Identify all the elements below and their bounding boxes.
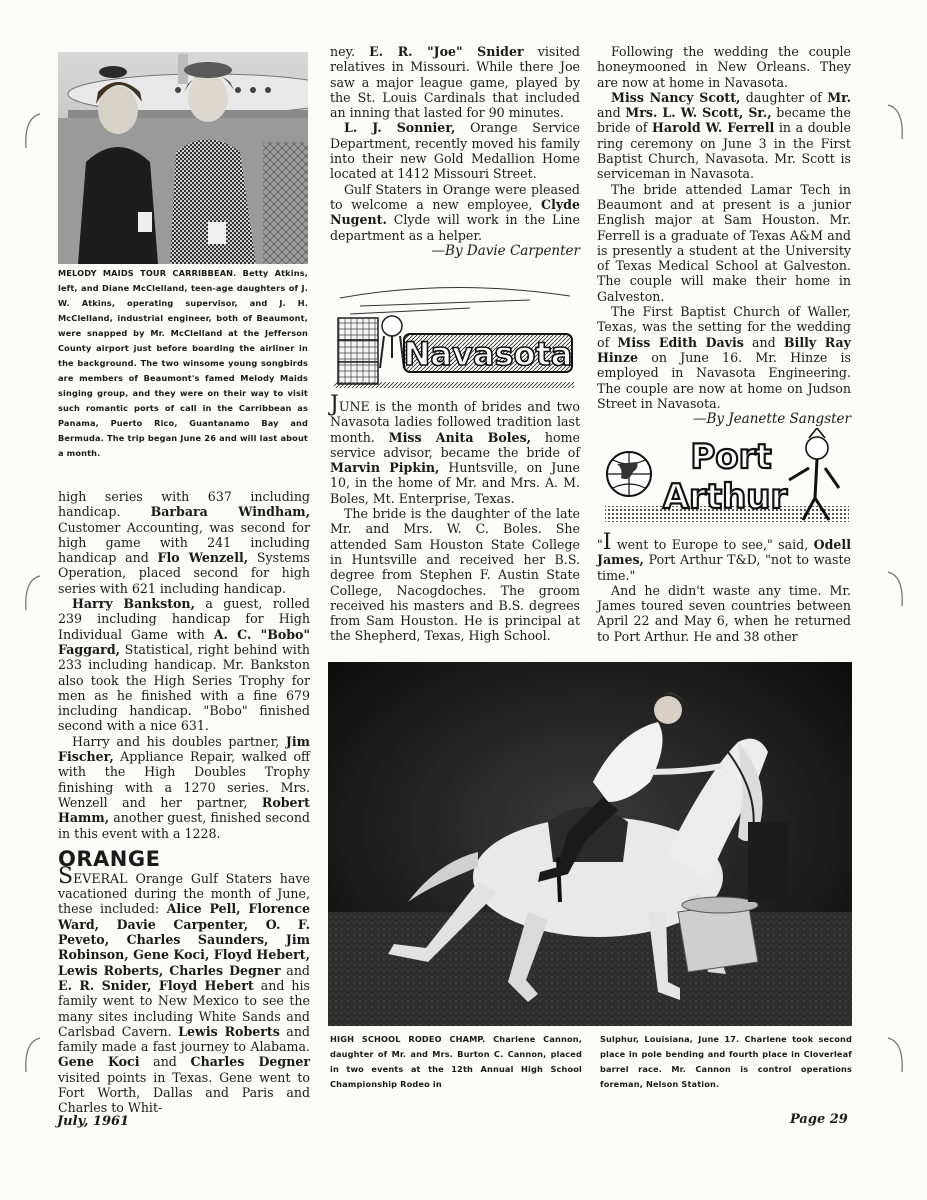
bowling-paragraph-3	[58, 734, 310, 841]
page-curl-left-3	[22, 1036, 42, 1076]
column-3	[597, 44, 851, 428]
port-arthur-paragraph-1	[597, 530, 851, 583]
navasota-paragraph-1	[330, 392, 580, 506]
p-text: The First Baptist Church of Waller, Texas, was the setting for the wedding of	[597, 304, 851, 350]
name-bold: Charles Degner	[190, 1054, 311, 1070]
name-bold: Flo Wenzell,	[157, 550, 249, 566]
p-text: Harry and his doubles partner,	[72, 733, 286, 749]
name-bold: Clyde Nugent.	[330, 196, 580, 228]
drop-cap: J	[330, 392, 339, 417]
page-curl-right-3	[886, 1036, 906, 1076]
footer-page-number: Page 29	[790, 1112, 848, 1127]
name-bold: Marvin Pipkin,	[330, 460, 440, 476]
byline-sangster: —By Jeanette Sangster	[692, 411, 851, 428]
p-text: and his family went to New Mexico to see the many sites including White Sands and Carlsbad Cavern.	[58, 977, 310, 1039]
p-text: a guest, rolled 239 including handicap for High Individual Game with	[58, 596, 310, 642]
p-text: Appliance Repair, walked off with the High Doubles Trophy finishing with a 1270 series. Mrs. Wenzell and her partner,	[58, 749, 310, 810]
navasota-paragraph-6	[597, 304, 851, 411]
column-3-lower	[597, 530, 851, 644]
p-text: visited relatives in Missouri. While there Joe saw a major league game, played by the St. Louis Cardinals that included an inning that lasted for 90 minutes.	[330, 44, 580, 121]
name-bold: Lewis Roberts	[178, 1023, 280, 1039]
p-text: became the bride of	[597, 105, 851, 136]
orange-continued-2	[330, 120, 580, 181]
port-arthur-logo-line2: Arthur	[662, 477, 788, 517]
navasota-paragraph-4	[597, 90, 851, 182]
column-1	[58, 489, 310, 1116]
p-text: ney.	[330, 44, 370, 59]
name-bold: Odell James,	[597, 537, 851, 568]
p-text: daughter of	[740, 89, 828, 105]
name-bold: Harold W. Ferrell	[652, 120, 775, 136]
name-bold: Jim Fischer,	[58, 733, 310, 765]
name-bold: Gene Koci	[58, 1054, 140, 1070]
p-text: EVERAL Orange Gulf Staters have vacationed during the month of June, these included:	[58, 870, 310, 917]
rodeo-caption-right: Sulphur, Louisiana, June 17. Charlene took second place in pole bending and fourth place in Cloverleaf barrel race. Mr. Cannon is control operations foreman, Nelson Station.	[600, 1034, 852, 1089]
p-text: high series with 637 including handicap.	[58, 489, 310, 520]
caption-lead: MELODY MAIDS TOUR CARRIBBEAN.	[58, 268, 237, 278]
rodeo-photo	[328, 662, 852, 1026]
page-curl-right-2	[886, 570, 906, 610]
name-bold: A. C. "Bobo" Faggard,	[58, 626, 310, 657]
caption-lead: HIGH SCHOOL RODEO CHAMP.	[330, 1034, 486, 1044]
drop-cap: S	[58, 863, 74, 889]
p-text: visited points in Texas. Gene went to Fort Worth, Dallas and Paris and Charles to Whit-	[58, 1069, 310, 1116]
caption-body: Betty Atkins, left, and Diane McClelland, teen-age daughters of J. W. Atkins, operating supervisor, and J. H. McClelland, industrial engineer, both of Beaumont, were snapped by Mr. McClelland at the Jefferson County airport just before boarding the airliner in the background. The two winsome young songbirds are members of Beaumont's famed Melody Maids singing group, and they were on their way to visit such romantic ports of call in the Carribbean as Panama, Puerto Rico, Guantanamo Bay and Bermuda. The trip began June 26 and will last about a month.	[58, 268, 308, 458]
p-text: Customer Accounting, was second for high game with 241 including handicap and	[58, 519, 310, 566]
orange-paragraph	[58, 863, 311, 1116]
page-curl-left-1	[22, 112, 42, 152]
p-text: in a double ring ceremony on June 3 in the First Baptist Church, Navasota. Mr. Scott is serviceman in Navasota.	[597, 120, 851, 182]
name-bold: Mr.	[827, 89, 851, 105]
p-text: home service advisor, became the bride of	[330, 429, 580, 460]
name-bold: Miss Edith Davis	[617, 334, 744, 350]
p-text: and	[597, 105, 626, 121]
p-text: Clyde will work in the Line department as a helper.	[330, 212, 580, 243]
p-text: and	[743, 334, 784, 350]
p-text: Huntsville, on June 10, in the home of Mr. and Mrs. A. M. Boles, Mt. Enterprise, Texas.	[330, 460, 580, 506]
navasota-logo	[330, 278, 580, 390]
name-bold: Mrs. L. W. Scott, Sr.,	[625, 105, 772, 121]
navasota-logo-text: Navasota	[403, 335, 573, 373]
column-2	[330, 44, 580, 260]
navasota-paragraph-5: The bride attended Lamar Tech in Beaumont and at present is a junior English major at Sam Houston. Mr. Ferrell is a graduate of Texas A&M and is presently a student at the University of Texas Medical School at Galveston. The couple will make their home in Galveston.	[597, 181, 851, 304]
melody-maids-caption	[58, 266, 308, 461]
drop-cap: I	[602, 530, 612, 555]
p-text: Port Arthur T&D, "not to waste time."	[597, 552, 851, 583]
p-text: and	[280, 962, 310, 978]
p-text: UNE is the month of brides and two Navasota ladies followed tradition last month.	[330, 399, 580, 445]
byline-carpenter: —By Davie Carpenter	[431, 242, 580, 259]
name-bold: Miss Nancy Scott,	[611, 89, 741, 105]
bowling-paragraph-2	[58, 596, 310, 734]
bowling-paragraph-1	[58, 489, 310, 596]
p-text: another guest, finished second in this event with a 1228.	[58, 810, 310, 841]
name-bold: E. R. "Joe" Snider	[369, 44, 524, 59]
column-2-lower	[330, 392, 580, 644]
p-text: and	[139, 1054, 191, 1070]
rodeo-caption-left	[330, 1032, 582, 1092]
name-bold: E. R. Snider, Floyd Hebert	[58, 977, 254, 993]
orange-continued-1	[330, 44, 580, 120]
caption-body: Charlene Cannon, daughter of Mr. and Mrs. Burton C. Cannon, placed in two events at the 12th Annual High School Championship Rodeo in	[330, 1034, 582, 1089]
port-arthur-paragraph-2: And he didn't waste any time. Mr. James toured seven countries between April 22 and May 6, when he returned to Port Arthur. He and 38 other	[597, 582, 851, 644]
name-bold: Barbara Windham,	[150, 504, 311, 520]
name-bold: Alice Pell, Florence Ward, Davie Carpenter, O. F. Peveto, Charles Saunders, Jim Robinson, Gene Koci, Floyd Hebert, Lewis Roberts, Charles Degner	[58, 901, 311, 978]
p-text: and family made a fast journey to Alabama.	[58, 1023, 310, 1055]
quote-mark: "	[597, 537, 603, 552]
footer-date: July, 1961	[57, 1114, 130, 1129]
orange-continued-3	[330, 182, 580, 243]
p-text: on June 16. Mr. Hinze is employed in Navasota Engineering. The couple are now at home on Judson Street in Navasota.	[597, 349, 851, 411]
name-bold: Billy Ray Hinze	[597, 334, 852, 365]
melody-maids-photo	[58, 52, 308, 264]
page-curl-right-1	[886, 103, 906, 143]
p-text: Statistical, right behind with 233 including handicap. Mr. Bankston also took the High Series Trophy for men as he finished with a fine 679 including handicap. "Bobo" finished second with a nice 631.	[58, 641, 310, 734]
name-bold: Robert Hamm,	[58, 794, 310, 826]
p-text: went to Europe to see," said,	[611, 537, 814, 552]
page-curl-left-2	[22, 574, 42, 614]
port-arthur-logo-line1: Port	[690, 437, 772, 477]
name-bold: L. J. Sonnier,	[344, 120, 456, 136]
navasota-paragraph-2: The bride is the daughter of the late Mr. and Mrs. W. C. Boles. She attended Sam Houston State College in Huntsville and received her B.S. degree from Stephen F. Austin State College, Nacogdoches. The groom received his masters and B.S. degrees from Sam Houston. He is principal at the Shepherd, Texas, High School.	[330, 506, 580, 644]
p-text: Systems Operation, placed second for high series with 621 including handicap.	[58, 550, 310, 596]
orange-heading: ORANGE	[58, 846, 161, 871]
navasota-paragraph-3: Following the wedding the couple honeymooned in New Orleans. They are now at home in Navasota.	[597, 44, 851, 90]
name-bold: Miss Anita Boles,	[388, 429, 532, 445]
p-text: Orange Service Department, recently moved his family into their new Gold Medallion Home located at 1412 Missouri Street.	[330, 120, 580, 182]
p-text: Gulf Staters in Orange were pleased to welcome a new employee,	[330, 181, 580, 212]
name-bold: Harry Bankston,	[72, 596, 195, 612]
port-arthur-logo	[603, 428, 851, 528]
